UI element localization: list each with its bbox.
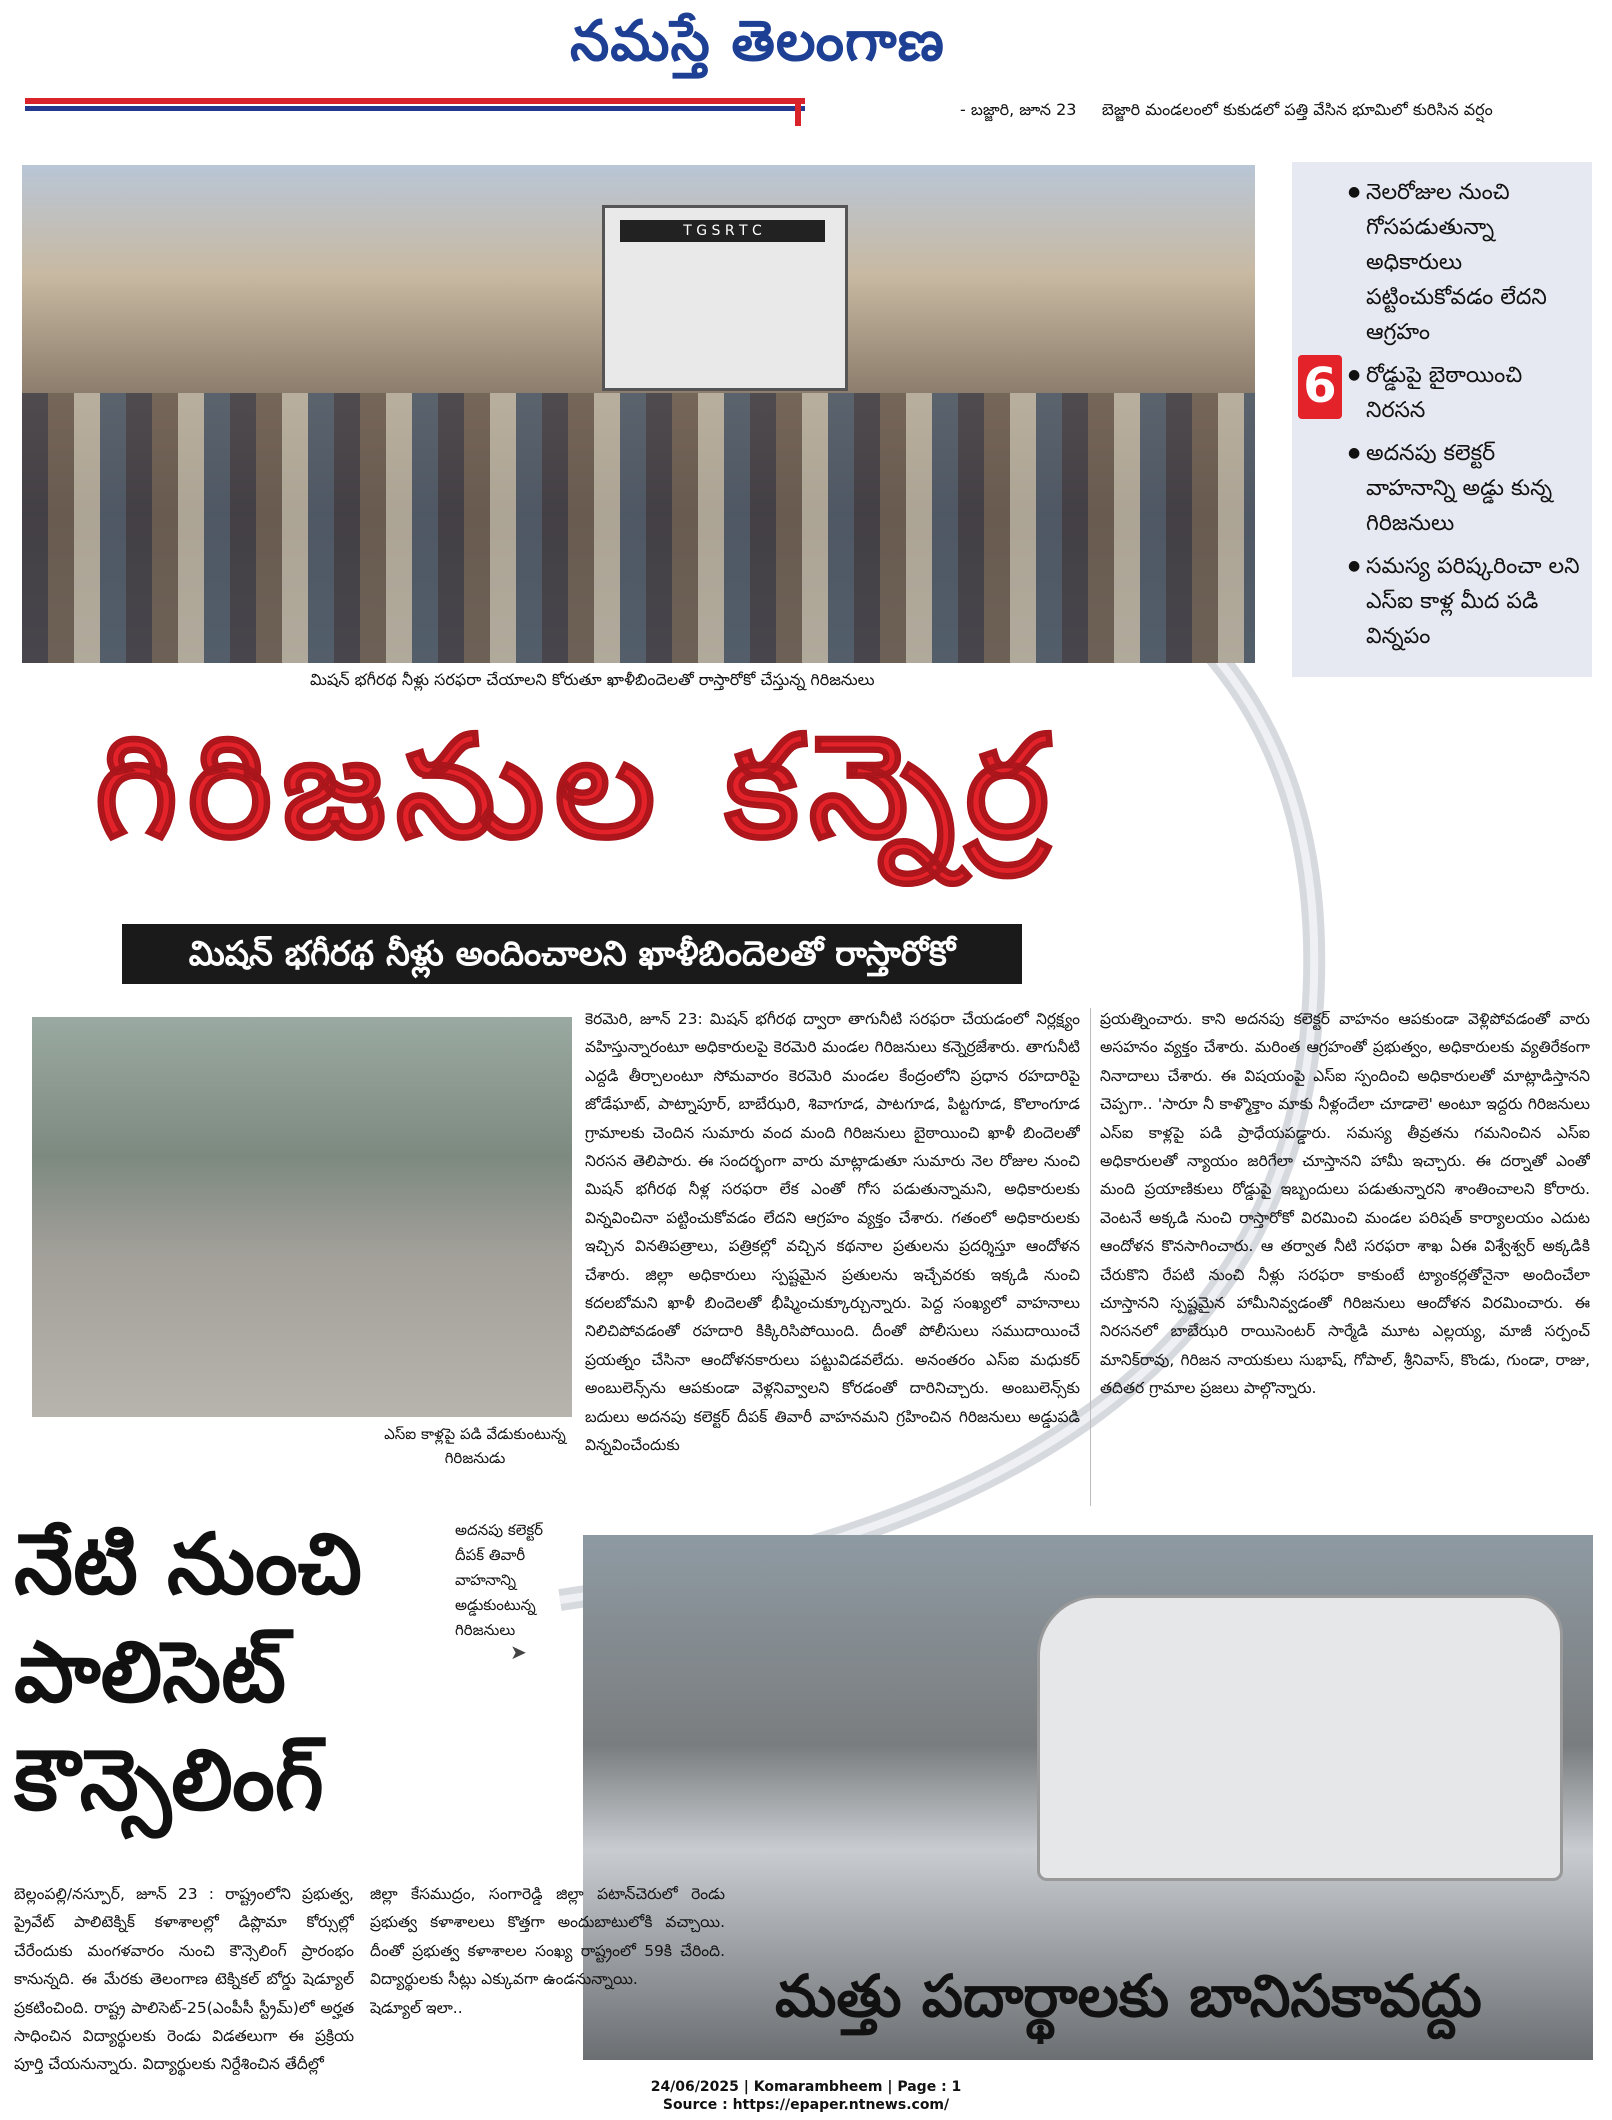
dateline-strap xyxy=(960,100,1493,123)
arrow-icon: ➤ xyxy=(510,1640,527,1664)
masthead-rule-blue xyxy=(25,106,805,111)
masthead-rule-red xyxy=(25,98,805,104)
highlights-badge: 6 xyxy=(1298,355,1342,419)
story-column: కెరమెరి, జూన్ 23: మిషన్ భగీరథ ద్వారా తాగునీటి సరఫరా చేయడంలో నిర్లక్ష్యం వహిస్తున్నారంటూ అధికారులపై కెరమెరి మండల గిరిజనులు కన్నెర్రజేశారు. తాగునీటి ఎద్దడి తీర్చాలంటూ సోమవారం కెరమెరి మండల కేంద్రంలోని ప్రధాన రహదారిపై జోడేఘాట్, పాట్నాపూర్, బాబేఝరి, శివాగూడ, పాటగూడ, పిట్టగూడ, కొలాంగూడ గ్రామాలకు చెందిన సుమారు వంద మంది గిరిజనులు బైఠాయించి ఖాళీ బిందెలతో నిరసన తెలిపారు. ఈ సందర్భంగా వారు మాట్లాడుతూ సుమారు నెల రోజుల నుంచి మిషన్ భగీరథ నీళ్ల సరఫరా లేక ఎంతో గోస పడుతున్నామని, అధికారులకు విన్నవించినా పట్టించుకోవడం లేదని ఆగ్రహం వ్యక్తం చేశారు. గతంలో అధికారులకు ఇచ్చిన వినతిపత్రాలు, పత్రికల్లో వచ్చిన కథనాల ప్రతులను ప్రదర్శిస్తూ ఆందోళన చేశారు. జిల్లా అధికారులు స్పష్టమైన ప్రతులను ఇచ్చేవరకు ఇక్కడి నుంచి కదలబోమని ఖాళీ బిందెలతో భీష్మించుక్కూర్చున్నారు. పెద్ద సంఖ్యలో వాహనాలు నిలిచిపోవడంతో రహదారి కిక్కిరిసిపోయింది. దీంతో పోలీసులు సముదాయించే ప్రయత్నం చేసినా ఆందోళనకారులు పట్టువిడవలేదు. అనంతరం ఎస్ఐ మధుకర్ అంబులెన్స్‌ను ఆపకుండా వెళ్లనివ్వాలని కోరడంతో దారినిచ్చారు. అంబులెన్స్‌కు బదులు అదనపు కలెక్టర్ దీపక్ తివారీ వాహనమని గ్రహించిన గిరిజనులు అడ్డుపడి విన్నవించేందుకు xyxy=(585,1010,1080,1455)
strap-headline: బెజ్జారి మండలంలో కుకుడలో పత్తి వేసిన భూమిలో కురిసిన వర్షం xyxy=(1101,100,1493,119)
polycet-headline: నేటి నుంచి పాలిసెట్ కౌన్సెలింగ్ xyxy=(14,1515,363,1829)
photo-caption: మిషన్ భగీరథ నీళ్లు సరఫరా చేయాలని కోరుతూ ఖాళీబిందెలతో రాస్తారోకో చేస్తున్న గిరిజనులు xyxy=(310,670,875,689)
bus-image xyxy=(602,205,848,391)
story-column: ప్రయత్నించారు. కాని అదనపు కలెక్టర్ వాహనం ఆపకుండా వెళ్లిపోవడంతో వారు అసహనం వ్యక్తం చేశారు. మరింత ఆగ్రహంతో ప్రభుత్వం, అధికారులకు వ్యతిరేకంగా నినాదాలు చేశారు. ఈ విషయంపై ఎస్ఐ స్పందించి అధికారులతో మాట్లాడిస్తానని చెప్పగా.. 'సారూ నీ కాళ్మొక్తాం మాకు నీళ్లందేలా చూడాలె' అంటూ ఇద్దరు గిరిజనులు ఎస్ఐ కాళ్లపై పడి ప్రాధేయపడ్డారు. సమస్య తీవ్రతను గమనించిన ఎస్ఐ అధికారులతో న్యాయం జరిగేలా చూస్తానని హామీ ఇచ్చారు. ఈ దర్నాతో ఎంతో మంది ప్రయాణికులు రోడ్డుపై ఇబ్బందులు పడుతున్నారని శాంతించాలని కోరారు. వెంటనే అక్కడి నుంచి రాస్తారోకో విరమించి మండల పరిషత్ కార్యాలయం ఎదుట ఆందోళన కొనసాగించారు. ఆ తర్వాత నీటి సరఫరా శాఖ ఏఈ విశ్వేశ్వర్ అక్కడికి చేరుకొని రేపటి నుంచి నీళ్లు సరఫరా కాకుంటే ట్యాంకర్లతోనైనా అందించేలా చూస్తానని స్పష్టమైన హామీనివ్వడంతో గిరిజనులు ఆందోళన విరమించారు. ఈ నిరసనలో బాబేఝరి రాయిసెంటర్ సార్మేడి మూట ఎల్లయ్య, మాజీ సర్పంచ్ మానిక్‌రావు, గిరిజన నాయకులు సుభాష్, గోపాల్, శ్రీనివాస్, కొండు, గుండా, రాజు, తదితర గ్రామాల ప్రజలు పాల్గొన్నారు. xyxy=(1100,1010,1590,1398)
story-column: బెల్లంపల్లి/నస్పూర్, జూన్ 23 : రాష్ట్రంలోని ప్రభుత్వ, ప్రైవేట్ పాలిటెక్నిక్ కళాశాలల్లో డిప్లొమా కోర్సుల్లో చేరేందుకు మంగళవారం నుంచి కౌన్సెలింగ్ ప్రారంభం కానున్నది. ఈ మేరకు తెలంగాణ టెక్నికల్ బోర్డు షెడ్యూల్ ప్రకటించింది. రాష్ట్ర పాలిసెట్-25(ఎంపీసీ స్ట్రీమ్)లో అర్హత సాధించిన విద్యార్థులకు రెండు విడతలుగా ఈ ప్రక్రియ పూర్తి చేయనున్నారు. విద్యార్థులకు నిర్దేశించిన తేదీల్లో xyxy=(14,1885,354,2074)
protest-photo xyxy=(22,165,1255,663)
sub-headline: మిషన్ భగీరథ నీళ్లు అందించాలని ఖాళీబిందెలతో రాస్తారోకో xyxy=(122,924,1022,984)
footer-info: 24/06/2025 | Komarambheem | Page : 1 xyxy=(650,2079,962,2095)
car-image xyxy=(1037,1595,1563,1881)
footer-source: Source : https://epaper.ntnews.com/ xyxy=(662,2097,950,2113)
bottom-headline: మత్తు పదార్థాలకు బానిసకావద్దు xyxy=(775,1962,1482,2030)
police-photo xyxy=(32,1017,572,1417)
highlight-item: ● నెలరోజుల నుంచి గోసపడుతున్నా అధికారులు పట్టించుకోవడం లేదని ఆగ్రహం xyxy=(1348,175,1588,350)
masthead-rule-tick xyxy=(795,98,801,126)
highlight-item: ● సమస్య పరిష్కరించా లని ఎస్ఐ కాళ్ల మీద పడి విన్నపం xyxy=(1348,549,1588,654)
highlight-item: ● అదనపు కలెక్టర్ వాహనాన్ని అడ్డు కున్న గిరిజనులు xyxy=(1348,436,1588,541)
bus-sign: T G S R T C xyxy=(620,220,825,242)
dateline: - బజ్జారి, జూన 23 xyxy=(960,100,1077,119)
newspaper-logo: నమస్తే తెలంగాణ xyxy=(570,8,945,74)
story-column xyxy=(370,1880,725,2030)
highlights-list xyxy=(1348,175,1588,662)
main-headline: గిరిజనుల కన్నెర్ర xyxy=(95,705,1060,870)
page-footer xyxy=(0,2078,1612,2114)
crowd-image xyxy=(22,393,1255,663)
column-divider xyxy=(1090,1008,1091,1506)
photo-caption: అదనపు కలెక్టర్ దీపక్ తివారీ వాహనాన్ని అడ్డుకుంటున్న గిరిజనులు xyxy=(455,1521,544,1639)
photo-caption: ఎస్ఐ కాళ్లపై పడి వేడుకుంటున్న గిరిజనుడు xyxy=(384,1425,566,1467)
highlight-item: ● రోడ్డుపై బైఠాయించి నిరసన xyxy=(1348,358,1588,428)
story-text: జిల్లా కేసముద్రం, సంగారెడ్డి జిల్లా పటాన్‌చెరులో రెండు ప్రభుత్వ కళాశాలలు కొత్తగా అందుబాటులోకి వచ్చాయి. దీంతో ప్రభుత్వ కళాశాలల సంఖ్య రాష్ట్రంలో 59కి చేరింది. విద్యార్థులకు సీట్లు ఎక్కువగా ఉండనున్నాయి. xyxy=(370,1885,725,1989)
schedule-label: షెడ్యూల్ ఇలా.. xyxy=(370,1998,463,2017)
masthead xyxy=(0,0,1612,119)
